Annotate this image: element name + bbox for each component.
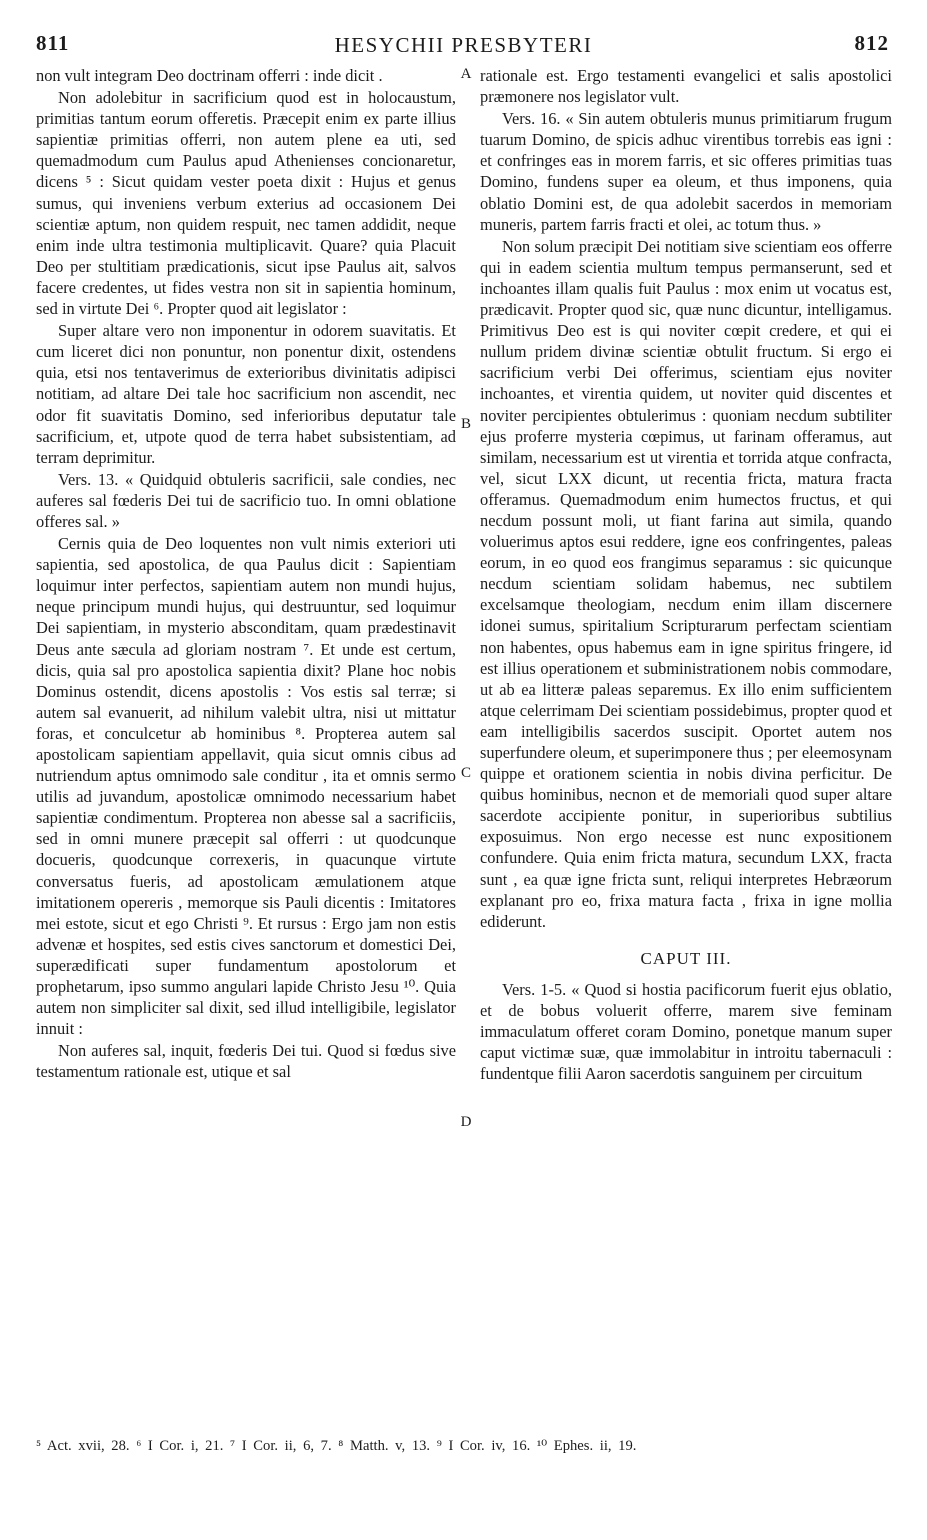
right-column	[480, 64, 892, 1432]
page-number-left: 811	[36, 31, 70, 55]
margin-marker-d: D	[460, 1114, 472, 1130]
running-header	[0, 31, 927, 59]
margin-marker-a: A	[460, 66, 472, 82]
right-column-paragraph: Non solum præcipit Dei notitiam sive scientiam eos offerre qui in eadem scientia multum tempus permanserunt, sed et inchoantes illam qualis fuit Paulus : mox enim ut vocatus est, prædicavit. Propter quod sic, quæ nunc dicuntur, intelligamus. Primitivus Deo est is qui noviter cœpit credere, et qui ei nullum pridem divinæ scientiæ obtulit fructum. Si ergo ei sacrificium verbi Dei offerimus, scientiam ejus noviter inchoantes, et virentia quidem, ut noviter quid discentes et noviter percipientes obtulerimus : quoniam necdum subtiliter ejus proferre mysteria cœpimus, ut farinam offeramus, aut similam, necessarium est ut virentia et torrida atque confracta, vel, sicut LXX dicunt, ut recentia fricta, matura fracta offeramus. Quemadmodum enim humectos fructus, et qui necdum possunt moli, ut fiant farina aut simila, quando voluerimus aptos esui reddere, igne eos confringentes, paleas eorum, in eo quod eos frangimus separamus : sic quicunque necdum scientiam solidam habemus, nec subtilem excelsamque theologiam, necdum enim illam discernere idonei sumus, spiritalium Scripturarum perfectam scientiam non habentes, opus habemus eam in igne spiritus fringere, id est illius operationem et subministrationem nobis commodare, ut ab ea litteræ paleas separemus. Ex illo enim sufficientem atque celerrimam Dei scientiam possidebimus, propter quod et eam intelligibilis sacerdos suscipit. Oportet autem nos superfundere oleum, et superimponere thus ; per eleemosynam quippe et orationem scientia in nobis divina perficitur. De quibus hominibus, necnon et de memoriali quod super altare sacerdote accipiente ponitur, in superioribus subtilius exposuimus. Non ergo necesse est nunc expositionem confundere. Quia enim fricta matura, secundum LXX, fracta sunt , ea quæ igne fricta sunt, reliqui interpretes Hebræorum explanant pro eo, frixa matura facta , frixa in igne mollia ediderunt.	[480, 236, 892, 931]
left-column-paragraph: non vult integram Deo doctrinam offerri : inde dicit .	[36, 66, 383, 85]
left-column-paragraph: Vers. 13. « Quidquid obtuleris sacrificii, sale condies, nec auferes sal fœderis Dei tui de sacrificio tuo. In omni oblatione offeres sal. »	[36, 469, 456, 531]
right-column-paragraph: rationale est. Ergo testamenti evangelici et salis apostolici præmonere nos legislator vult.	[480, 66, 892, 107]
running-title: HESYCHII PRESBYTERI	[334, 33, 593, 57]
margin-marker-c: C	[460, 765, 471, 781]
left-column-paragraph: Non auferes sal, inquit, fœderis Dei tui. Quod si fœdus sive testamentum rationale est, utique et sal	[36, 1041, 456, 1082]
left-column-paragraph: Super altare vero non imponentur in odorem suavitatis. Et cum liceret dici non ponuntur, non ponentur dixit, ostendens quia, etsi nos tentaverimus de exterioribus divinitatis adipisci notitiam, ad altare Dei tale hoc sacrificium non ascendit, nec odor fit suavitatis Domino, sed inferioribus deputatur tale sacrificium, et, utpote quod de terra habet subsistentiam, ad terram deprimitur.	[36, 321, 456, 467]
footnotes: ⁵ Act. xvii, 28. ⁶ I Cor. i, 21. ⁷ I Cor. ii, 6, 7. ⁸ Matth. v, 13. ⁹ I Cor. iv, 16. ¹⁰ Ephes. ii, 19.	[36, 1438, 637, 1454]
page-number-right: 812	[854, 31, 889, 55]
right-column-paragraph: Vers. 1-5. « Quod si hostia pacificorum fuerit ejus oblatio, et de bobus voluerit offerre, marem sive feminam immaculatum offeret coram Domino, ponetque manum super caput victimæ suæ, quæ immolabitur in introitu tabernaculi : fundentque filii Aaron sacerdotis sanguinem per circuitum	[480, 979, 892, 1084]
left-column-paragraph: Cernis quia de Deo loquentes non vult nimis exteriori uti sapientia, sed apostolica, de qua Paulus dicit : Sapientiam loquimur inter perfectos, sapientiam autem non mundi hujus, neque principum mundi hujus, qui destruuntur, sed loquimur Dei sapientiam, in mysterio absconditam, quam prædestinavit Deus ante sæcula ad gloriam nostram ⁷. Et unde est certum, dicis, quia sal pro apostolica sapientia dixit? Plane hoc nobis Dominus ostendit, dicens apostolis : Vos estis sal terræ; si autem sal evanuerit, ad nihilum valebit ultra, nisi ut mittatur foras, et conculcetur ab hominibus ⁸. Propterea autem sal apostolicam sapientiam appellavit, quia sicut omnis cibus ad nutriendum aptus omnimodo sale conditur , ita et omnis sermo utilis ad juvandum, apostolicæ omnimodo necessarium habet sapientiæ condimentum. Propterea non abesse sal a sacrificiis, sed in omni munere præcepit sal offerri : ut quodcunque docueris, quodcunque correxeris, in quacunque virtute conversatus fueris, ad apostolicam æmulationem atque imitationem opereris , memorque sis Pauli dicentis : Imitatores mei estote, sicut et ego Christi ⁹. Et rursus : Ergo jam non estis advenæ et hospites, sed estis cives sanctorum et domestici Dei, superædificati super fundamentum apostolorum et prophetarum, ipso summo angulari lapide Christo Jesu ¹⁰. Quia autem non simpliciter sal dixit, sed illud intelligibile, legislator innuit :	[36, 534, 456, 1039]
left-column	[36, 64, 456, 1432]
margin-marker-b: B	[460, 416, 471, 432]
section-heading: CAPUT III.	[640, 948, 732, 968]
right-column-paragraph: Vers. 16. « Sin autem obtuleris munus primitiarum frugum tuarum Domino, de spicis adhuc virentibus torrebis eas igni : et confringes eas in morem farris, et sic offeres primitias tuas Domino, fundens super ea oleum, et thus imponens, quia oblatio Domini est, de qua adolebit sacerdos in memoriam muneris, partem farris fracti et olei, ac totum thus. »	[480, 109, 892, 234]
left-column-paragraph: Non adolebitur in sacrificium quod est in holocaustum, primitias tantum eorum offeretis. Præcepit enim ex parte illius sapientiæ primitias offerri, non autem plene ea uti, sed quemadmodum cum Paulus apud Athenienses concionaretur, dicens ⁵ : Sicut quidam vester poeta dixit : Hujus et genus sumus, qui inveniens verbum exterius ad occasionem Dei scientiæ aptum, non quidem respuit, nec tamen addidit, neque enim inde ultra testimonia multiplicavit. Quare? quia Placuit Deo per stultitiam prædicationis, sicut ipse Paulus ait, salvos facere credentes, ut fides vestra non sit in sapientia hominum, sed in virtute Dei ⁶. Propter quod ait legislator :	[36, 88, 456, 319]
